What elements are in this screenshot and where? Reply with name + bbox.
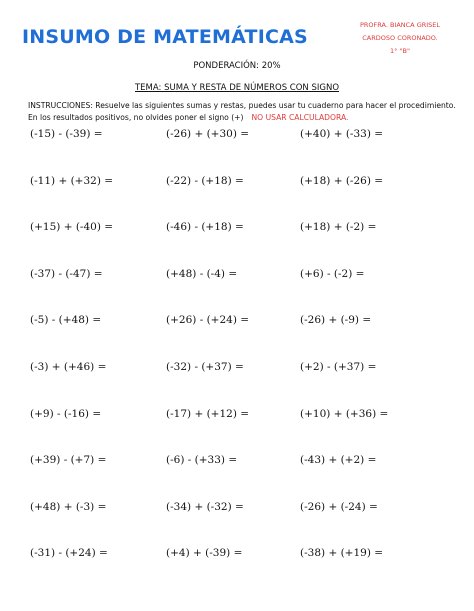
weight-label: PONDERACIÓN: 20% (193, 61, 281, 71)
problem-grid (30, 128, 460, 568)
problem-expression: (+18) + (-26) = (300, 175, 384, 187)
problem-expression: (-22) - (+18) = (166, 175, 244, 187)
problem-expression: (-37) - (-47) = (30, 268, 103, 280)
problem-expression: (+6) - (-2) = (300, 268, 365, 280)
teacher-info (345, 19, 455, 58)
problem-expression: (+10) + (+36) = (300, 408, 389, 420)
worksheet-title: INSUMO DE MATEMÁTICAS (22, 26, 308, 48)
problem-expression: (+9) - (-16) = (30, 408, 102, 420)
problem-expression: (-46) - (+18) = (166, 221, 244, 233)
problem-expression: (-11) + (+32) = (30, 175, 114, 187)
problem-expression: (+15) + (-40) = (30, 221, 114, 233)
problem-expression: (+4) + (-39) = (166, 547, 243, 559)
problem-expression: (+26) - (+24) = (166, 314, 250, 326)
problem-expression: (-6) - (+33) = (166, 454, 238, 466)
instructions-line2-text: En los resultados positivos, no olvides poner el signo (+) (28, 113, 244, 122)
problem-expression: (-17) + (+12) = (166, 408, 250, 420)
problem-expression: (-32) - (+37) = (166, 361, 244, 373)
teacher-name-line2: CARDOSO CORONADO. (362, 34, 438, 42)
topic-text: TEMA: SUMA Y RESTA DE NÚMEROS CON SIGNO (134, 83, 340, 93)
problem-expression: (-26) + (+30) = (166, 128, 250, 140)
problem-expression: (-26) + (-9) = (300, 314, 372, 326)
problem-expression: (-38) + (+19) = (300, 547, 384, 559)
problem-expression: (-15) - (-39) = (30, 128, 103, 140)
topic-heading (0, 83, 474, 93)
problem-expression: (+2) - (+37) = (300, 361, 377, 373)
instructions-line1: INSTRUCCIONES: Resuelve las siguientes sumas y restas, puedes usar tu cuaderno para hacer el procedimiento. (28, 101, 456, 110)
problem-expression: (-43) + (+2) = (300, 454, 377, 466)
instructions-block (28, 100, 458, 124)
problem-expression: (-34) + (-32) = (166, 501, 244, 513)
problem-expression: (+39) - (+7) = (30, 454, 107, 466)
problem-expression: (+48) + (-3) = (30, 501, 107, 513)
problem-expression: (-31) - (+24) = (30, 547, 108, 559)
problem-expression: (+48) - (-4) = (166, 268, 238, 280)
teacher-name-line1: PROFRA. BIANCA GRISEL (359, 21, 441, 29)
problem-expression: (-5) - (+48) = (30, 314, 102, 326)
problem-expression: (-26) + (-24) = (300, 501, 378, 513)
problem-expression: (-3) + (+46) = (30, 361, 107, 373)
instructions-line2 (28, 112, 458, 124)
problem-expression: (+18) + (-2) = (300, 221, 377, 233)
no-calculator-warning: NO USAR CALCULADORA. (251, 113, 349, 122)
problem-expression: (+40) + (-33) = (300, 128, 384, 140)
group-label: 1° "B" (390, 47, 410, 55)
